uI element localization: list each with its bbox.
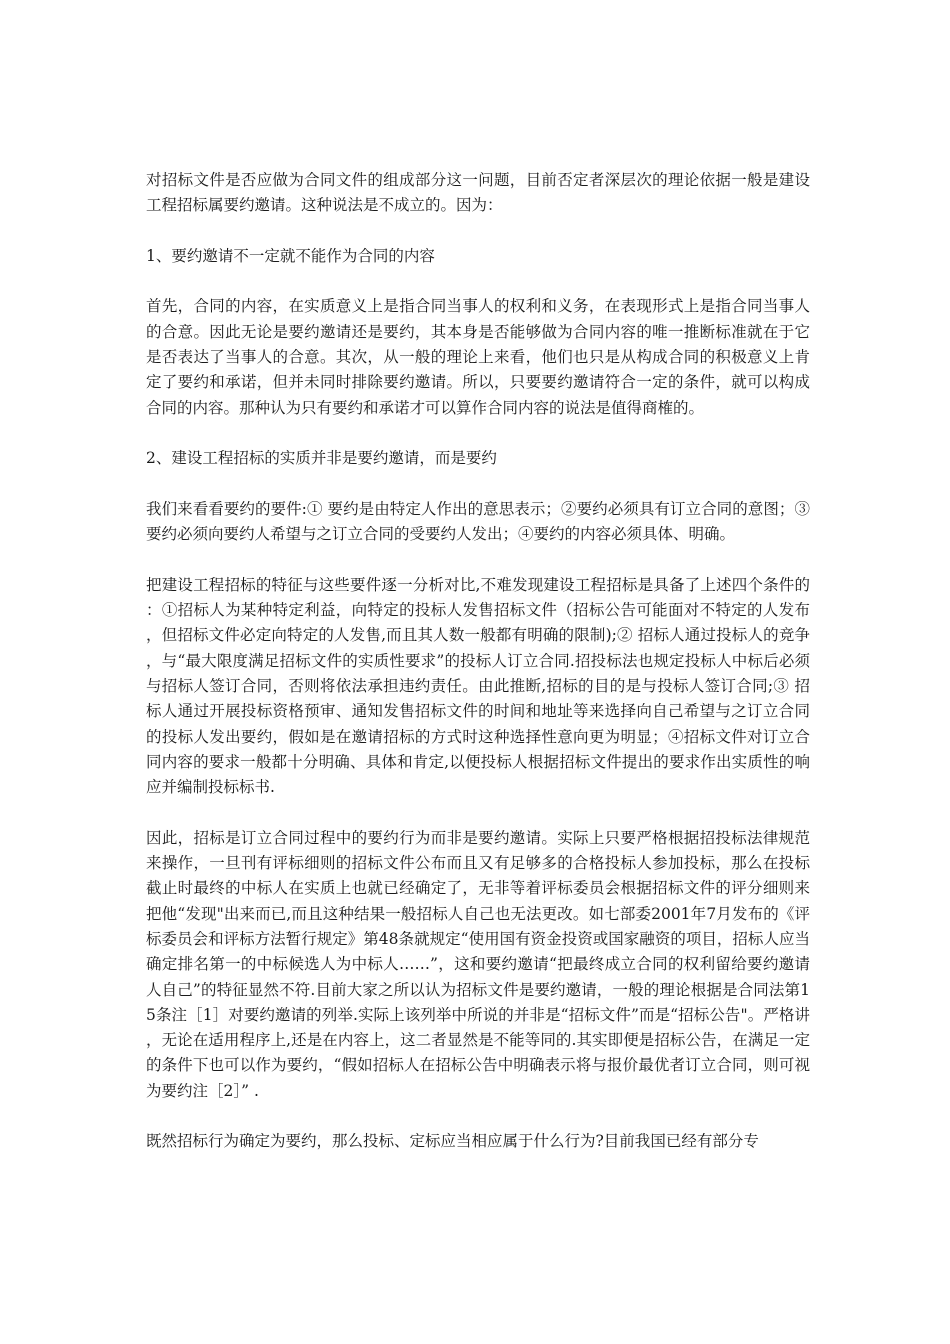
heading-point-2: 2、建设工程招标的实质并非是要约邀请，而是要约 — [146, 449, 497, 468]
paragraph-offer-elements: 我们来看看要约的要件:① 要约是由特定人作出的意思表示；②要约必须具有订立合同的意图；③要约必须向要约人希望与之订立合同的受要约人发出；④要约的内容必须具体、明确。 — [146, 499, 810, 544]
paragraph-contract-content: 首先，合同的内容，在实质意义上是指合同当事人的权利和义务，在表现形式上是指合同当事人的合意。因此无论是要约邀请还是要约，其本身是否能够做为合同内容的唯一推断标准就在于它是否表达了当事人的合意。其次，从一般的理论上来看，他们也只是从构成合同的积极意义上肯定了要约和承诺，但并未同时排除要约邀请。所以，只要要约邀请符合一定的条件，就可以构成合同的内容。那种认为只有要约和承诺才可以算作合同内容的说法是值得商榷的。 — [146, 297, 810, 417]
paragraph-intro: 对招标文件是否应做为合同文件的组成部分这一问题，目前否定者深层次的理论依据一般是建设工程招标属要约邀请。这种说法是不成立的。因为： — [146, 171, 810, 215]
paragraph-next-question: 既然招标行为确定为要约，那么投标、定标应当相应属于什么行为?目前我国已经有部分专 — [146, 1132, 759, 1151]
document-body — [146, 168, 810, 1155]
paragraph-conclusion: 因此，招标是订立合同过程中的要约行为而非是要约邀请。实际上只要严格根据招投标法律规范来操作，一旦刊有评标细则的招标文件公布而且又有足够多的合格投标人参加投标，那么在投标截止时最终的中标人在实质上也就已经确定了，无非等着评标委员会根据招标文件的评分细则来把他“发现"出来而已,而且这种结果一般招标人自己也无法更改。如七部委2001年7月发布的《评标委员会和评标方法暂行规定》第48条就规定“使用国有资金投资或国家融资的项目，招标人应当确定排名第一的中标候选人为中标人……”，这和要约邀请“把最终成立合同的权利留给要约邀请人自己”的特征显然不符.目前大家之所以认为招标文件是要约邀请，一般的理论根据是合同法第15条注［1］对要约邀请的列举.实际上该列举中所说的并非是“招标文件”而是“招标公告"。严格讲，无论在适用程序上,还是在内容上，这二者显然是不能等同的.其实即便是招标公告，在满足一定的条件下也可以作为要约，“假如招标人在招标公告中明确表示将与报价最优者订立合同，则可视为要约注［2］” . — [146, 828, 810, 1100]
heading-point-1: 1、要约邀请不一定就不能作为合同的内容 — [146, 246, 435, 265]
paragraph-tender-analysis: 把建设工程招标的特征与这些要件逐一分析对比,不难发现建设工程招标是具备了上述四个条件的：①招标人为某种特定利益，向特定的投标人发售招标文件（招标公告可能面对不特定的人发布，但招标文件必定向特定的人发售,而且其人数一般都有明确的限制);② 招标人通过投标人的竞争，与“最大限度满足招标文件的实质性要求”的投标人订立合同.招投标法也规定投标人中标后必须与招标人签订合同，否则将依法承担违约责任。由此推断,招标的目的是与投标人签订合同;③ 招标人通过开展投标资格预审、通知发售招标文件的时间和地址等来选择向自己希望与之订立合同的投标人发出要约，假如是在邀请招标的方式时这种选择性意向更为明显；④招标文件对订立合同内容的要求一般都十分明确、具体和肯定,以便投标人根据招标文件提出的要求作出实质性的响应并编制投标标书. — [146, 575, 810, 797]
